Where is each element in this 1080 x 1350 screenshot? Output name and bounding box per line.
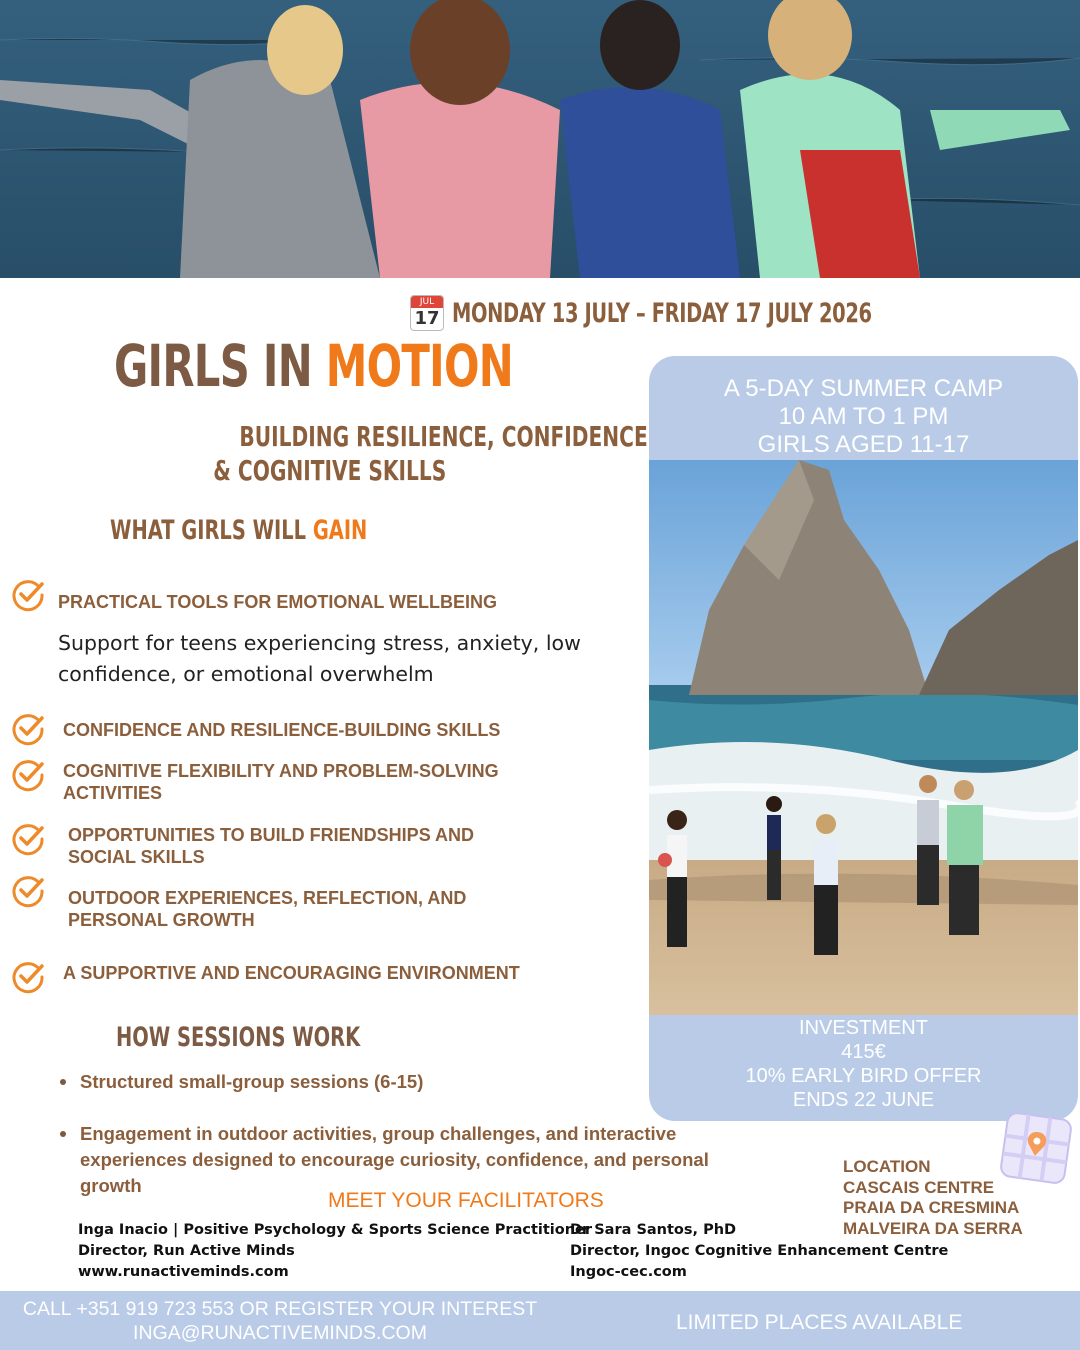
beach-photo [649,460,1078,1015]
gain-item [68,824,474,868]
calendar-icon [410,295,444,331]
gain-item-text: CONFIDENCE AND RESILIENCE-BUILDING SKILLS [63,720,501,740]
gain-item-line2: SOCIAL SKILLS [68,847,205,867]
page-title-part1: GIRLS IN [114,332,326,400]
location-line1: CASCAIS CENTRE [843,1177,995,1197]
camp-info-panel [649,356,1078,462]
facilitator-left-name: Inga Inacio | Positive Psychology & Sports Science Practitioner [78,1222,593,1238]
footer-contact-email[interactable]: INGA@RUNACTIVEMINDS.COM [133,1322,427,1344]
subtitle-line2: & COGNITIVE SKILLS [213,454,447,487]
bullet-line1: Structured small-group sessions (6-15) [80,1071,424,1092]
facilitator-left [78,1220,592,1283]
gain-heading-part2: GAIN [312,515,368,546]
camp-info-line3: GIRLS AGED 11-17 [757,431,970,458]
check-circle-icon [12,960,46,994]
location-label: LOCATION [843,1157,931,1176]
bullet-dot [60,1131,66,1137]
gain-item-line2: PERSONAL GROWTH [68,910,255,930]
facilitator-right-title: Director, Ingoc Cognitive Enhancement Centre [570,1243,949,1259]
sessions-bullet [80,1069,423,1095]
gain-item [63,719,500,741]
calendar-icon-month: JUL [411,296,443,308]
facilitator-right-name: Dr Sara Santos, PhD [570,1222,737,1238]
gain-item-text: A SUPPORTIVE AND ENCOURAGING ENVIRONMENT [63,963,520,983]
check-circle-icon [12,578,46,612]
sessions-heading: HOW SESSIONS WORK [116,1022,361,1053]
support-text [58,628,618,690]
check-circle-icon [12,874,46,908]
footer-limited-places: LIMITED PLACES AVAILABLE [676,1311,963,1334]
gain-heading [110,515,367,546]
facilitator-right-website[interactable]: Ingoc-cec.com [570,1264,687,1280]
hero-photo [0,0,1080,278]
footer-contact [0,1297,560,1345]
event-dates-text: MONDAY 13 JULY – FRIDAY 17 JULY 2026 [452,297,872,329]
facilitator-left-title: Director, Run Active Minds [78,1243,295,1259]
location-line2: PRAIA DA CRESMINA [843,1198,1020,1217]
facilitator-right [570,1220,948,1283]
sessions-bullet [80,1121,709,1199]
gain-item-line1: COGNITIVE FLEXIBILITY AND PROBLEM-SOLVING [63,761,499,781]
location-line3: MALVEIRA DA SERRA [843,1218,1023,1238]
gain-item [68,887,466,931]
investment-offer: 10% EARLY BIRD OFFER [745,1065,982,1087]
bullet-line3: growth [80,1175,142,1196]
facilitators-heading: MEET YOUR FACILITATORS [328,1189,604,1212]
investment-label: INVESTMENT [799,1017,928,1039]
bullet-dot [60,1079,66,1085]
bullet-line1: Engagement in outdoor activities, group challenges, and interactive [80,1123,677,1144]
gain-item-line1: OUTDOOR EXPERIENCES, REFLECTION, AND [68,888,467,908]
gain-heading-part1: WHAT GIRLS WILL [110,515,313,546]
event-dates [410,295,1035,331]
check-circle-icon [12,712,46,746]
check-circle-icon [12,758,46,792]
support-line2: confidence, or emotional overwhelm [58,662,434,686]
investment-price: 415€ [841,1041,886,1063]
subtitle-line1: BUILDING RESILIENCE, CONFIDENCE [239,420,648,453]
page-subtitle [160,420,648,488]
investment-panel [649,1015,1078,1121]
check-circle-icon [12,822,46,856]
bullet-line2: experiences designed to encourage curiosity, confidence, and personal [80,1149,709,1170]
page-title-part2: MOTION [325,332,513,400]
facilitator-left-website[interactable]: www.runactiveminds.com [78,1264,289,1280]
page-title [114,332,513,400]
calendar-icon-day: 17 [414,308,440,329]
gain-item [58,591,497,613]
camp-info-line1: A 5-DAY SUMMER CAMP [723,375,1004,402]
camp-info-line2: 10 AM TO 1 PM [778,403,949,430]
gain-item-line1: OPPORTUNITIES TO BUILD FRIENDSHIPS AND [68,825,475,845]
support-line1: Support for teens experiencing stress, anxiety, low [58,631,581,655]
footer-contact-line1: CALL +351 919 723 553 OR REGISTER YOUR INTEREST [22,1298,538,1320]
gain-item [63,760,499,804]
gain-item-text: PRACTICAL TOOLS FOR EMOTIONAL WELLBEING [58,592,497,612]
gain-item [63,962,520,984]
gain-item-line2: ACTIVITIES [63,783,163,803]
investment-deadline: ENDS 22 JUNE [792,1089,935,1111]
